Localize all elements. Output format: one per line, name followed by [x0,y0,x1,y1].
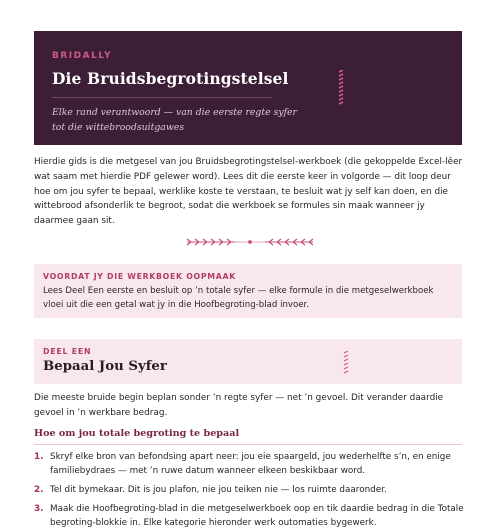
ribbon-icon [341,351,351,375]
subsection-heading: Hoe om jou totale begroting te bepaal [34,428,240,439]
step-text: Tel dit bymekaar. Dit is jou plafon, nie jou teiken nie — los ruimte daaronder. [50,485,387,495]
section-kicker: DEEL EEN [43,347,92,356]
step-text: Skryf elke bron van befondsing apart neer: jou eie spaargeld, jou wederhelfte s’n, en enige familiebydraes — met ’n ruwe datum wanneer elkeen beskikbaar word. [50,452,451,476]
section-lead: Die meeste bruide begin beplan sonder ’n regte syfer — net ’n gevoel. Dit verander daardie gevoel in ’n werkbare bedrag. [34,393,444,418]
section-title: Bepaal Jou Syfer [43,359,167,374]
step-text: Maak die Hoofbegroting-blad in die metgeselwerkboek oop en tik daardie bedrag in die Totale begroting-blokkie in. Elke kategorie hieronder werk outomaties bygewerk. [50,504,464,527]
brand-name: BRIDALLY [52,51,113,61]
chevron-ornament-divider [185,237,315,247]
list-item [34,450,466,478]
step-number: 3. [34,504,44,514]
hero-banner [34,31,462,145]
subsection-divider [34,444,462,445]
section-header [34,339,462,384]
ribbon-icon [334,70,348,106]
page-subtitle: Elke rand verantwoord — van die eerste regte syfer tot die wittebroodsuitgawes [52,107,297,133]
intro-paragraph: Hierdie gids is die metgesel van jou Bruidsbegrotingstelsel-werkboek (die gekoppelde Excel-lêer wat saam met hierdie PDF gelewer word). Lees dit die eerste keer in volgorde — dit loop deur hoe om jou syfer te bepaal, werklike koste te verstaan, te besluit wat jy self kan doen, en die wittebrood afsonderlik te begroot, sodat die werkboek se formules sin maak wanneer jy daarmee gaan sit. [34,157,463,227]
list-item [34,502,466,527]
steps-list [34,450,466,527]
hero-divider [52,97,272,98]
callout-title: VOORDAT JY DIE WERKBOEK OOPMAAK [43,272,236,281]
step-number: 1. [34,452,44,462]
page-title: Die Bruidsbegrotingstelsel [52,69,289,88]
step-number: 2. [34,485,44,495]
callout-text: Lees Deel Een eerste en besluit op ’n totale syfer — elke formule in die metgeselwerkboek vloei uit die een getal wat jy in die Hoofbegroting-blad invoer. [43,286,434,310]
callout-box [34,264,462,318]
list-item [34,483,466,497]
